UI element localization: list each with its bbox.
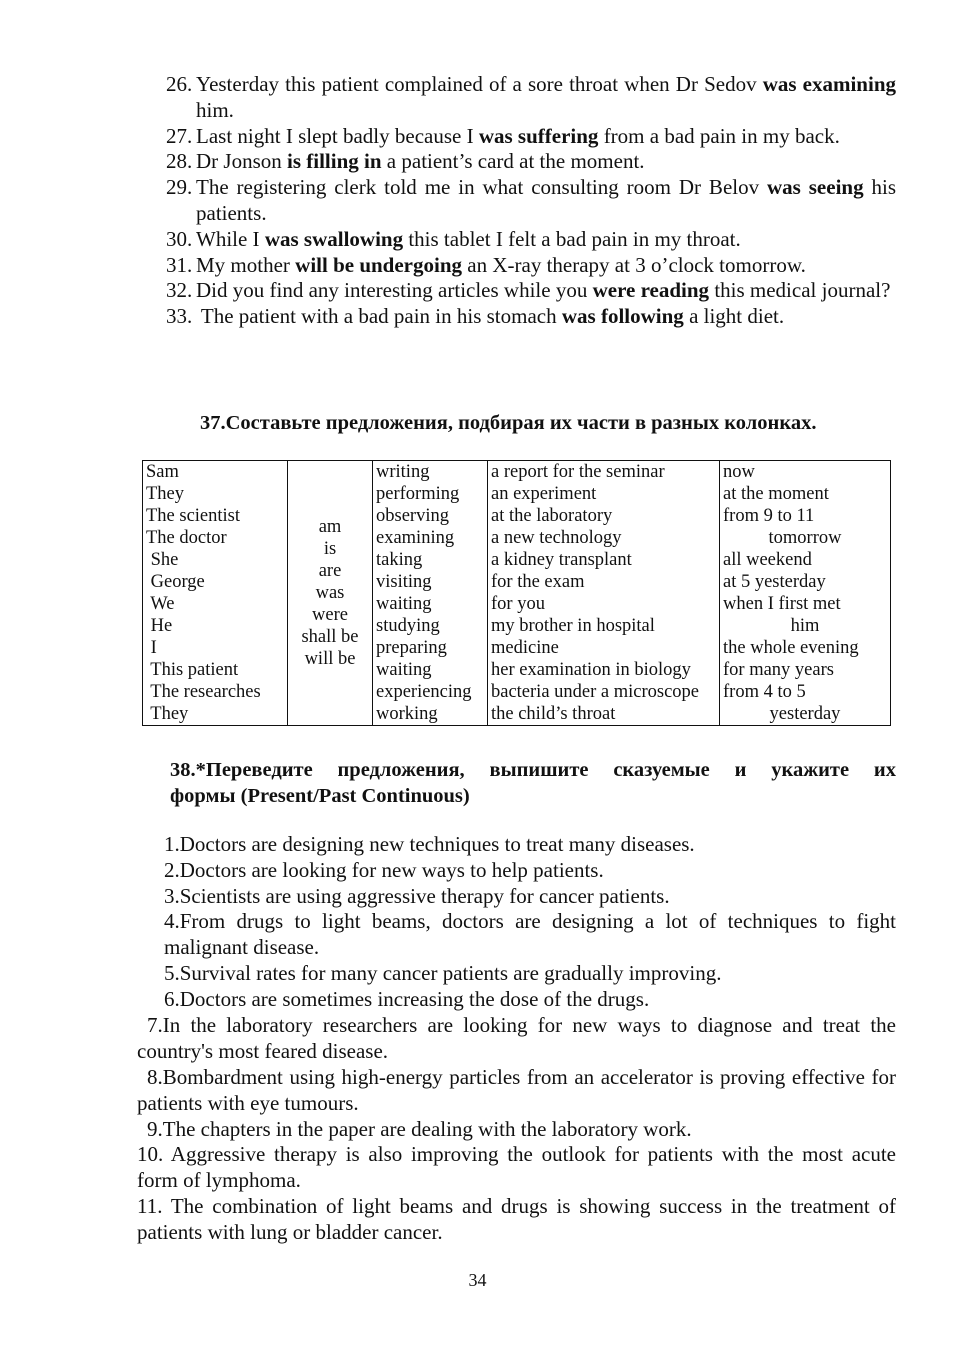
sentence-2: 2.Doctors are looking for new ways to help patients.	[164, 858, 604, 882]
participles-column	[373, 461, 488, 726]
exercise-item	[166, 278, 896, 304]
subject-cell: The scientist	[146, 506, 241, 526]
participle-cell: studying	[376, 616, 440, 636]
exercise-item	[166, 175, 896, 227]
time-cell: from 4 to 5	[723, 682, 806, 702]
task38-heading-line1: 38.*Переведите предложения, выпишите сказуемые и укажите их	[170, 759, 896, 781]
object-cell: the child’s throat	[491, 704, 616, 724]
subject-cell: I	[146, 638, 157, 658]
task38-heading-line2: формы (Present/Past Continuous)	[170, 785, 470, 807]
sentence-1: 1.Doctors are designing new techniques to treat many diseases.	[164, 832, 695, 856]
participle-cell: examining	[376, 528, 455, 548]
participle-cell: writing	[376, 462, 430, 482]
time-cell: yesterday	[769, 704, 841, 724]
item-verb-form: was examining	[762, 72, 896, 96]
sentence-9: 9.The chapters in the paper are dealing with the laboratory work.	[147, 1117, 692, 1141]
item-verb-form: is filling in	[287, 149, 382, 174]
auxiliary-cell: shall be	[301, 627, 359, 647]
time-cell: him	[790, 616, 820, 636]
item-number: 27.	[166, 123, 193, 148]
object-cell: an experiment	[491, 484, 597, 504]
subject-cell: The doctor	[146, 528, 227, 548]
sentence-6: 6.Doctors are sometimes increasing the dose of the drugs.	[164, 987, 650, 1011]
auxiliaries-column	[288, 461, 373, 726]
participle-cell: experiencing	[376, 682, 472, 702]
subject-cell: He	[146, 616, 173, 636]
item-text-before: The patient with a bad pain in his stomach	[196, 304, 562, 329]
object-cell: her examination in biology	[491, 660, 691, 680]
object-cell: a report for the seminar	[491, 462, 665, 482]
participle-cell: working	[376, 704, 438, 724]
item-text-after: this tablet I felt a bad pain in my throat.	[403, 226, 741, 251]
item-verb-form: was seeing	[767, 175, 864, 200]
auxiliary-cell: were	[312, 605, 348, 625]
time-cell: for many years	[723, 660, 834, 680]
auxiliary-cell: are	[318, 561, 342, 581]
participle-cell: observing	[376, 506, 449, 526]
exercise-item	[166, 304, 896, 330]
subject-cell: She	[146, 550, 179, 570]
time-cell: tomorrow	[768, 528, 842, 548]
subject-cell: They	[146, 704, 189, 724]
participle-cell: preparing	[376, 638, 447, 658]
auxiliary-cell: is	[323, 539, 337, 559]
item-number: 33.	[166, 304, 193, 329]
object-cell: for the exam	[491, 572, 585, 592]
participle-cell: visiting	[376, 572, 432, 592]
item-number: 30.	[166, 226, 193, 251]
item-verb-form: was swallowing	[264, 226, 404, 251]
time-cell: from 9 to 11	[723, 506, 815, 526]
exercise-item	[166, 227, 896, 253]
subject-cell: They	[146, 484, 185, 504]
auxiliary-cell: was	[315, 583, 345, 603]
item-text-after: an X-ray therapy at 3 o’clock tomorrow.	[462, 252, 806, 277]
subject-cell: We	[146, 594, 175, 614]
subjects-column	[143, 461, 288, 726]
time-cell: at 5 yesterday	[723, 572, 826, 592]
object-cell: my brother in hospital	[491, 616, 655, 636]
exercise-item	[166, 124, 896, 150]
time-cell: at the moment	[723, 484, 829, 504]
object-cell: a new technology	[491, 528, 622, 548]
item-number: 26.	[166, 72, 193, 96]
sentence-4: 4.From drugs to light beams, doctors are designing a lot of techniques to fight malignant disease.	[164, 909, 896, 959]
item-text-after: his patients.	[196, 175, 897, 225]
object-cell: bacteria under a microscope	[491, 682, 700, 702]
object-cell: at the laboratory	[491, 506, 613, 526]
item-text-before: Dr Jonson	[196, 149, 288, 174]
sentence-11: 11. The combination of light beams and drugs is showing success in the treatment of patients with lung or bladder cancer.	[137, 1194, 896, 1244]
subject-cell: This patient	[146, 660, 239, 680]
object-cell: medicine	[491, 638, 559, 658]
item-text-after: this medical journal?	[709, 278, 891, 303]
item-text-after: him.	[196, 97, 234, 122]
sentence-8: 8.Bombardment using high-energy particles from an accelerator is proving effective for patients with eye tumours.	[137, 1065, 896, 1115]
participle-cell: performing	[376, 484, 460, 504]
time-cell: now	[723, 462, 755, 482]
item-text-before: While I	[196, 226, 265, 251]
item-number: 32.	[166, 278, 193, 303]
exercise-item	[166, 72, 896, 124]
time-cell: when I first met	[723, 594, 841, 614]
item-text-after: a patient’s card at the moment.	[381, 149, 645, 174]
auxiliary-cell: will be	[304, 649, 356, 669]
item-text-before: Did you find any interesting articles while you	[196, 278, 593, 303]
time-cell: all weekend	[723, 550, 812, 570]
time-cell: the whole evening	[723, 638, 859, 658]
exercise-list	[166, 72, 896, 330]
participle-cell: waiting	[376, 594, 432, 614]
item-verb-form: were reading	[592, 278, 710, 303]
subject-cell: George	[146, 572, 205, 592]
page-number: 34	[468, 1270, 487, 1290]
exercise-item	[166, 149, 896, 175]
item-text-before: Last night I slept badly because I	[196, 123, 479, 148]
item-text-after: a light diet.	[683, 304, 785, 329]
object-cell: a kidney transplant	[491, 550, 632, 570]
task37-heading: 37.Составьте предложения, подбирая их части в разных колонках.	[200, 412, 817, 434]
subject-cell: Sam	[146, 462, 179, 482]
matching-table	[142, 460, 891, 726]
item-verb-form: was suffering	[478, 123, 599, 148]
participle-cell: taking	[376, 550, 423, 570]
item-verb-form: will be undergoing	[295, 252, 463, 277]
sentence-3: 3.Scientists are using aggressive therapy for cancer patients.	[164, 884, 670, 908]
subject-cell: The researches	[146, 682, 261, 702]
item-verb-form: was following	[561, 304, 684, 329]
sentence-10: 10. Aggressive therapy is also improving the outlook for patients with the most acute form of lymphoma.	[137, 1142, 896, 1192]
object-cell: for you	[491, 594, 545, 614]
auxiliary-cell: am	[318, 517, 342, 537]
item-number: 31.	[166, 252, 193, 277]
item-text-after: from a bad pain in my back.	[598, 123, 840, 148]
item-number: 28.	[166, 149, 193, 174]
item-number: 29.	[166, 175, 193, 200]
item-text-before: The registering clerk told me in what consulting room Dr Belov	[196, 175, 768, 200]
exercise-item	[166, 253, 896, 279]
sentence-5: 5.Survival rates for many cancer patients are gradually improving.	[164, 961, 722, 985]
item-text-before: My mother	[196, 252, 296, 277]
times-column	[720, 461, 891, 726]
objects-column	[488, 461, 720, 726]
sentence-7: 7.In the laboratory researchers are looking for new ways to diagnose and treat the country's most feared disease.	[137, 1013, 896, 1063]
item-text-before: Yesterday this patient complained of a sore throat when Dr Sedov	[196, 72, 763, 96]
participle-cell: waiting	[376, 660, 432, 680]
